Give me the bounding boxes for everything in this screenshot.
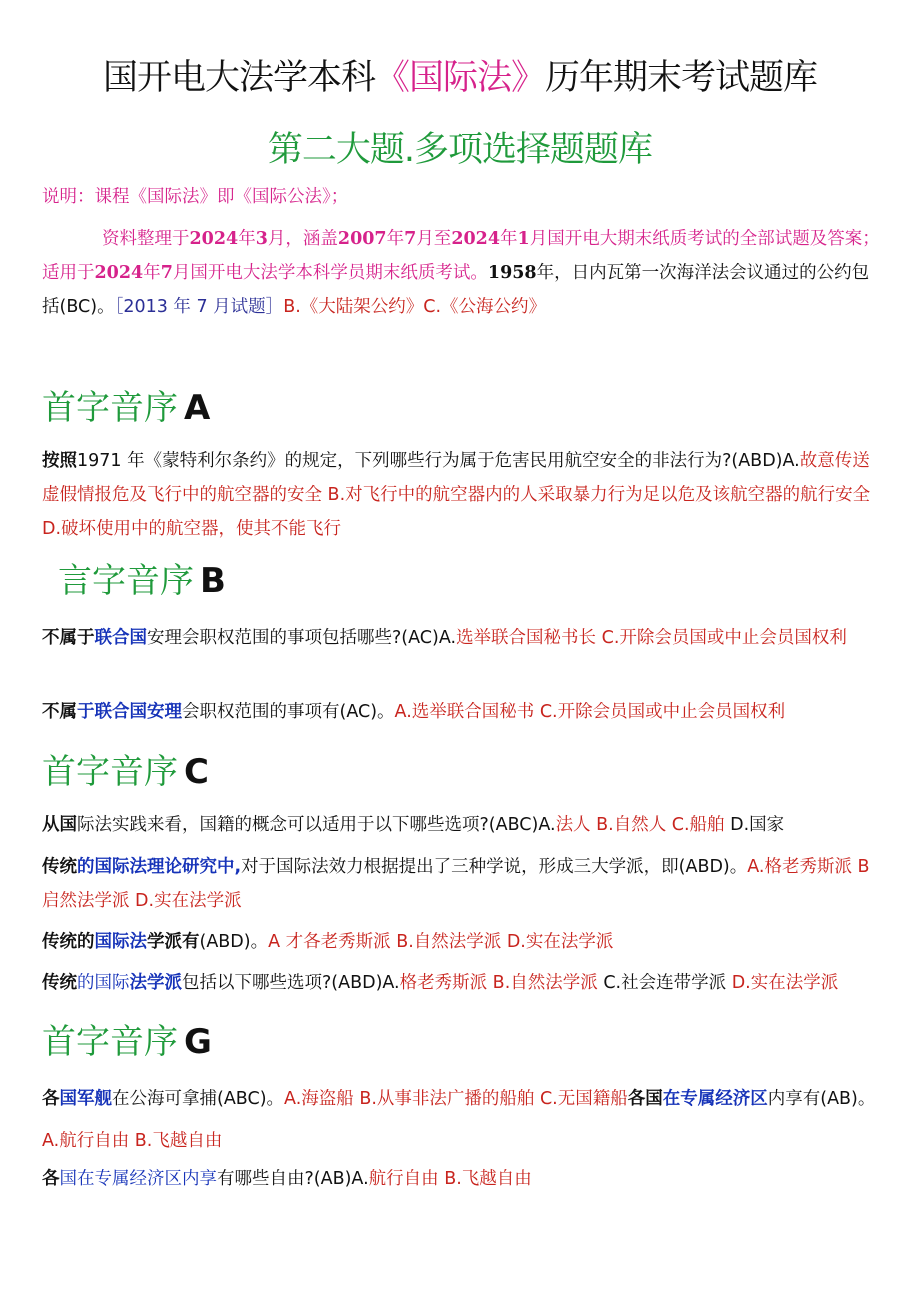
question-c-1: 从国际法实践来看，国籍的概念可以适用于以下哪些选项?(ABC)A.法人 B.自然人 C.船舶 D.国家	[42, 815, 785, 835]
intro-note: 说明：课程《国际法》即《国际公法》；	[42, 187, 349, 207]
question-c-4: 传统的国际法学派包括以下哪些选项?(ABD)A.格老秀斯派 B.自然法学派 C.社会连带学派 D.实在法学派	[42, 973, 839, 993]
section-heading-a: 首字音序 A	[42, 388, 211, 428]
title-suffix: 历年期末考试题库	[545, 58, 818, 98]
question-c-2: 传统的国际法理论研究中,对于国际法效力根据提出了三种学说，形成三大学派，即(ABD)。A.格老秀斯派 B 启然法学派 D.实在法学派	[42, 857, 870, 911]
question-g-2: 各国在专属经济区内享有哪些自由?(AB)A.航行自由 B.飞越自由	[42, 1169, 532, 1189]
title-course-name: 《国际法》	[374, 58, 545, 98]
document-title	[0, 52, 920, 104]
title-text: 国开电大法学本科	[102, 58, 375, 98]
section-heading-b: 言字音序 B	[58, 561, 226, 601]
question-b-2: 不属于联合国安理会职权范围的事项有(AC)。A.选举联合国秘书 C.开除会员国或中止会员国权利	[42, 702, 786, 722]
question-c-3: 传统的国际法学派有(ABD)。A 才各老秀斯派 B.自然法学派 D.实在法学派	[42, 932, 614, 952]
question-b-1: 不属于联合国安理会职权范围的事项包括哪些?(AC)A.选举联合国秘书长 C.开除会员国或中止会员国权利	[42, 628, 847, 648]
section-heading-g: 首字音序 G	[42, 1022, 212, 1062]
document-subtitle: 第二大题.多项选择题题库	[267, 130, 653, 170]
section-heading-c: 首字音序 C	[42, 752, 209, 792]
intro-paragraph: 资料整理于2024年3月，涵盖2007年7月至2024年1月国开电大期末纸质考试的全部试题及答案；适用于2024年7月国开电大法学本科学员期末纸质考试。1958年，日内瓦第一次海洋法会议通过的公约包括(BC)。［2013 年 7 月试题］B.《大陆架公约》C.《公海公约》	[42, 229, 880, 317]
question-g-1: 各国军舰在公海可拿捕(ABC)。A.海盗船 B.从事非法广播的船舶 C.无国籍船各国在专属经济区内享有(AB)。A.航行自由 B.飞越自由	[42, 1089, 876, 1151]
question-a-1: 按照1971 年《蒙特利尔条约》的规定，下列哪些行为属于危害民用航空安全的非法行为?(ABD)A.故意传送虚假情报危及飞行中的航空器的安全 B.对飞行中的航空器内的人采取暴力行为足以危及该航空器的航行安全 D.破坏使用中的航空器，使其不能飞行	[42, 451, 871, 539]
